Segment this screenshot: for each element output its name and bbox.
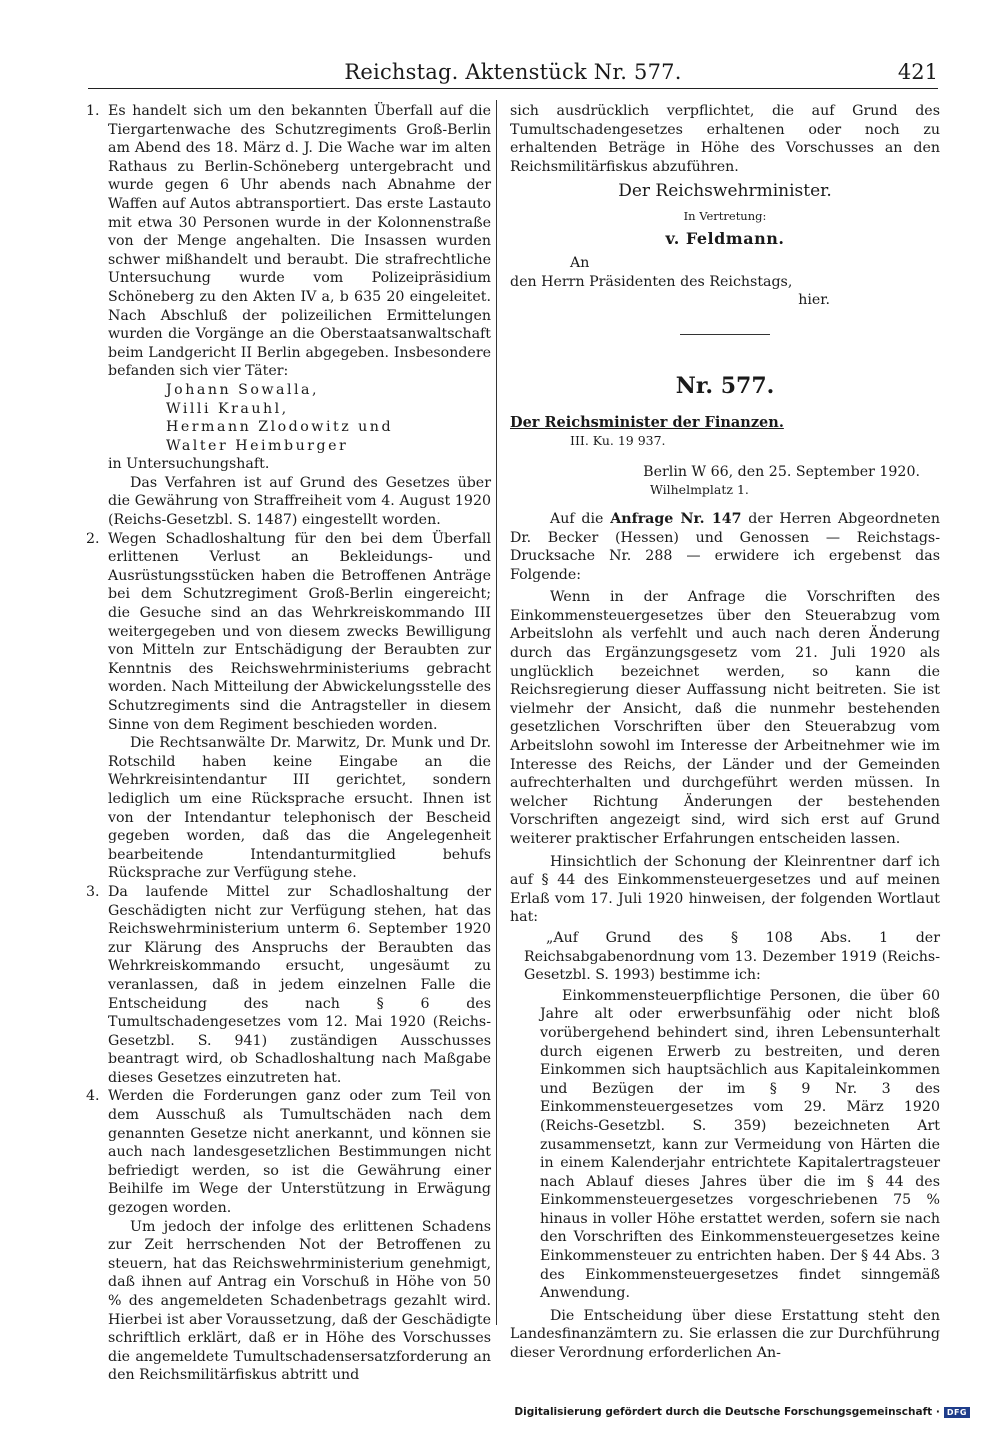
item-number: 4. — [86, 1088, 100, 1105]
address-block — [510, 254, 940, 310]
signature-title: Der Reichswehrminister. — [618, 181, 832, 202]
name-entry: Willi Krauhl, — [166, 400, 289, 417]
address-line: den Herrn Präsidenten des Reichstags, — [510, 273, 793, 290]
signature-deputy-label: In Vertretung: — [683, 208, 767, 223]
item-text: Werden die Forderungen ganz oder zum Teil von dem Ausschuß als Tumultschäden nach dem genannten Gesetze nicht anerkannt, und können sie auch nach landesgesetzlichen Bestimmungen nicht befriedigt werden, so ist die Gewährung einer Beihilfe im Wege der Unterstützung in Erwägung gezogen worden. — [108, 1088, 491, 1217]
section-separator — [680, 334, 770, 335]
item-paragraph: Um jedoch der infolge des erlittenen Schadens zur Zeit herrschenden Not der Betroffenen zu steuern, hat das Reichswehrministerium genehmigt, daß ihnen auf Antrag ein Vorschuß in Höhe von 50 % des angemeldeten Schadenbetrags gezahlt wird. Hierbei ist aber Voraussetzung, daß der Geschädigte schriftlich erklärt, daß er in Höhe des Vorschusses die angemeldete Tumultschadensersatzforderung an den Reichsmilitärfiskus abtritt und — [108, 1218, 491, 1384]
dateline: Berlin W 66, den 25. September 1920. — [643, 463, 920, 480]
column-divider — [496, 100, 497, 1325]
quoted-paragraph: „Auf Grund des § 108 Abs. 1 der Reichsabgabenordnung vom 13. Dezember 1919 (Reichs-Gesetzbl. S. 1993) bestimme ich: — [524, 929, 940, 984]
item-number: 3. — [86, 883, 100, 900]
item-text: Es handelt sich um den bekannten Überfall auf die Tiergartenwache des Schutzregiments Groß-Berlin am Abend des 18. März d. J. Die Wache war im alten Rathaus zu Berlin-Schöneberg untergebracht und wurde gegen 6 Uhr abends nach Abnahme der Waffen auf Autos abtransportiert. Das erste Lastauto mit etwa 30 Personen wurde in der Kolonnenstraße von der Menge angehalten. Die Insassen wurden schwer mißhandelt und beraubt. Die strafrechtliche Untersuchung wurde vom Polizeipräsidium Schöneberg zu den Akten IV a, b 635 20 eingeleitet. Nach Abschluß der polizeilichen Ermittelungen wurden die Vorgänge an die Oberstaatsanwaltschaft beim Landgericht II Berlin abgegeben. Insbesondere befanden sich vier Täter: — [108, 103, 491, 380]
footer-text: Digitalisierung gefördert durch die Deutsche Forschungsgemeinschaft · — [514, 1406, 940, 1418]
page-header — [88, 58, 938, 89]
list-item-1 — [86, 102, 491, 530]
intro-paragraph — [510, 510, 940, 584]
item-text-after-names: in Untersuchungshaft. — [108, 456, 270, 473]
item-paragraph: Die Rechtsanwälte Dr. Marwitz, Dr. Munk und Dr. Rotschild haben keine Eingabe an die Wehrkreisintendantur III gerichtet, sondern lediglich um eine Rücksprache ersucht. Ihnen ist von der Intendantur telephonisch der Bescheid gegeben worden, daß das die Angelegenheit bearbeitende Intendanturmitglied behufs Rücksprache zur Verfügung stehe. — [108, 735, 491, 882]
address-line: hier. — [798, 292, 830, 309]
name-entry: Walter Heimburger — [166, 437, 349, 454]
item-number: 1. — [86, 103, 100, 119]
body-paragraph: Hinsichtlich der Schonung der Kleinrentner darf ich auf § 44 des Einkommensteuergesetzes und auf meinen Erlaß vom 17. Juli 1920 hinweisen, der folgenden Wortlaut hat: — [510, 853, 940, 926]
quoted-paragraph: Einkommensteuerpflichtige Personen, die über 60 Jahre alt oder erwerbsunfähig oder nicht bloß vorübergehend behindert sind, ihren Lebensunterhalt durch eigenen Erwerb zu bestreiten, und deren Einkommen sich hauptsächlich aus Kapitaleinkommen und Bezügen der im § 9 Nr. 3 des Einkommensteuergesetzes vom 29. März 1920 (Reichs-Gesetzbl. S. 359) bezeichneten Art zusammensetzt, kann zur Vermeidung von Härten die in einem Kalenderjahr entrichtete Kapitalertragsteuer nach Ablauf dieses Jahres über die im § 44 des Einkommensteuergesetzes vorgeschriebenen 75 % hinaus in voller Höhe erstattet werden, sofern sie nach den Vorschriften des Einkommensteuergesetzes keine Einkommensteuer zu entrichten haben. Der § 44 Abs. 3 des Einkommensteuergesetzes findet sinngemäß Anwendung. — [540, 987, 940, 1302]
list-item-2 — [86, 530, 491, 883]
list-item-3 — [86, 883, 491, 1088]
intro-pre: Auf die — [550, 510, 604, 527]
name-entry: Hermann Zlodowitz und — [166, 419, 394, 436]
list-item-4 — [86, 1087, 491, 1385]
intro-post: der Herren Abgeordneten Dr. Becker (Hessen) und Genossen — Reichstags-Drucksache Nr. 288 — erwidere ich ergebenst das Folgende: — [510, 510, 940, 583]
item-number: 2. — [86, 530, 100, 547]
left-column — [86, 102, 491, 1385]
signature-name: v. Feldmann. — [665, 228, 785, 248]
body-paragraph: Wenn in der Anfrage die Vorschriften des Einkommensteuergesetzes über den Steuerabzug vom Arbeitslohn als verfehlt und auch nach deren Änderung durch das Ergänzungsgesetz vom 21. Juli 1920 als unglücklich bezeichnet werden, so kann die Reichsregierung dieser Auffassung nicht beitreten. Sie ist vielmehr der Ansicht, daß die nunmehr bestehenden gesetzlichen Vorschriften über den Steuerabzug vom Arbeitslohn sowohl im Interesse der Arbeitnehmer wie im Interesse des Reichs, der Länder und der Gemeinden aufrechterhalten und durchgeführt werden müssen. In welcher Richtung Änderungen der bestehenden Vorschriften angezeigt sind, wird sich erst auf Grund weiterer praktischer Erfahrungen entscheiden lassen. — [510, 589, 940, 847]
digitization-footer — [514, 1406, 970, 1418]
item-text: Wegen Schadloshaltung für den bei dem Überfall erlittenen Verlust an Bekleidungs- und Ausrüstungsstücken haben die Betroffenen Anträge bei dem Schutzregiment Groß-Berlin eingereicht; die Gesuche sind an das Wehrkreiskommando III weitergegeben und von diesem zwecks Bewilligung von Mitteln zur Entschädigung der Beraubten zur Kenntnis des Reichswehrministeriums gebracht worden. Nach Mitteilung der Abwickelungsstelle des Schutzregiments sind die Antragsteller in diesem Sinne von dem Regiment beschieden worden. — [108, 530, 491, 733]
document-number: Nr. 577. — [675, 372, 775, 399]
running-title: Reichstag. Aktenstück Nr. 577. — [344, 60, 682, 84]
item-text: Da laufende Mittel zur Schadloshaltung der Geschädigten nicht zur Verfügung stehen, hat das Reichswehrministerium unterm 6. September 1920 zur Klärung des Anspruchs der Beraubten das Wehrkreiskommando ersucht, ungesäumt zu veranlassen, daß in jedem einzelnen Falle die Entscheidung des nach § 6 des Tumultschadengesetzes vom 12. Mai 1920 (Reichs-Gesetzbl. S. 941) zuständigen Ausschusses beantragt wird, ob Schadloshaltung nach Maßgabe dieses Gesetzes einzutreten hat. — [108, 883, 491, 1086]
dfg-logo: DFG — [944, 1407, 970, 1418]
continuation-text: sich ausdrücklich verpflichtet, die auf Grund des Tumultschadengesetzes erhaltenen oder noch zu erhaltenden Beträge in Höhe des Vorschusses an den Reichsmilitärfiskus abzuführen. — [510, 103, 940, 175]
names-list — [108, 381, 491, 455]
inquiry-reference: Anfrage Nr. 147 — [610, 510, 742, 527]
dateline-street: Wilhelmplatz 1. — [650, 482, 749, 498]
sender-heading: Der Reichsminister der Finanzen. — [510, 413, 784, 431]
body-paragraph: Die Entscheidung über diese Erstattung steht den Landesfinanzämtern zu. Sie erlassen die zur Durchführung dieser Verordnung erforderlichen An- — [510, 1307, 940, 1362]
reference-number: III. Ku. 19 937. — [570, 433, 666, 449]
name-entry: Johann Sowalla, — [166, 381, 320, 398]
right-column — [510, 102, 940, 1363]
item-paragraph: Das Verfahren ist auf Grund des Gesetzes über die Gewährung von Straffreiheit vom 4. August 1920 (Reichs-Gesetzbl. S. 1487) eingestellt worden. — [108, 474, 491, 529]
address-line: An — [570, 255, 590, 272]
page-number: 421 — [897, 60, 938, 84]
